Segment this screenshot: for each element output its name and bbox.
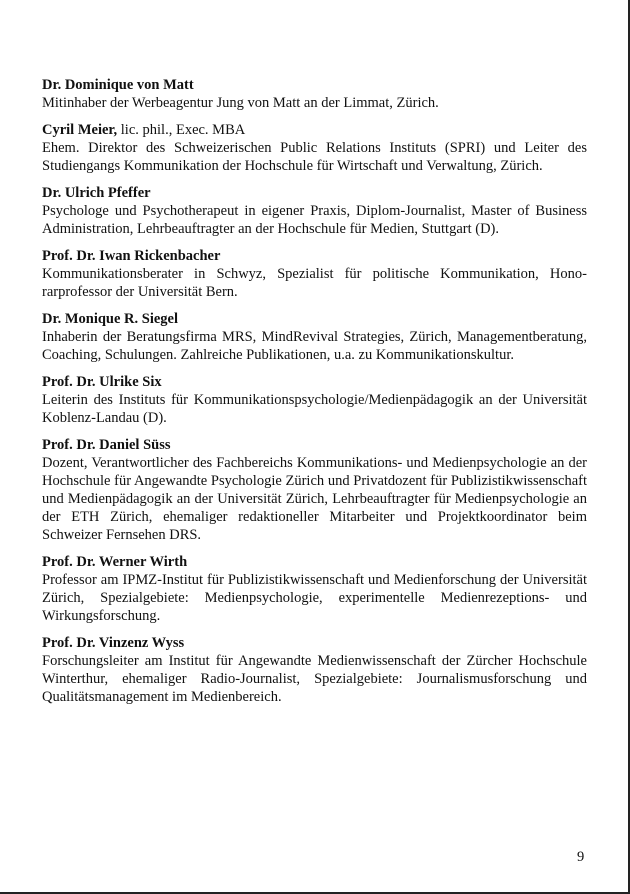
entry-description: Inhaberin der Beratungsfirma MRS, MindRevival Strategies, Zürich, Managementberatung, Coaching, Schulungen. Zahlreiche Publikationen, u.a. zu Kommunikationskultur.	[42, 329, 587, 363]
entry-description: Forschungsleiter am Institut für Angewandte Medienwissenschaft der Zürcher Hochschule Winterthur, ehemaliger Radio-Journalist, Spezialgebiete: Journalismusforschung und Qualitätsmanagement im Medienbereich.	[42, 653, 587, 705]
entry-name	[42, 184, 587, 202]
list-item	[42, 121, 587, 175]
entry-description: Ehem. Direktor des Schweizerischen Public Relations Instituts (SPRI) und Leiter des Studiengangs Kommunikation der Hochschule für Wirtschaft und Verwaltung, Zürich.	[42, 140, 587, 174]
entry-description: Professor am IPMZ-Institut für Publizistikwissenschaft und Medienforschung der Universität Zürich, Spezialgebiete: Medienpsychologie, experimentelle Medienrezeptions- und Wirkungsforschung.	[42, 572, 587, 624]
entry-name	[42, 373, 587, 391]
entry-name-suffix: lic. phil., Exec. MBA	[117, 122, 246, 138]
entry-name-text: Dr. Ulrich Pfeffer	[42, 185, 151, 201]
list-item	[42, 436, 587, 544]
entry-name	[42, 310, 587, 328]
list-item	[42, 310, 587, 364]
entry-name	[42, 121, 587, 139]
list-item	[42, 553, 587, 625]
entry-name-text: Dr. Dominique von Matt	[42, 77, 194, 93]
entry-name-text: Cyril Meier,	[42, 122, 118, 138]
entry-description: Dozent, Verantwortlicher des Fachbereichs Kommunikations- und Medienpsychologie an der Hochschule für Angewandte Psychologie Zürich und Privatdozent für Publizistikwissenschaft und Medienpädagogik an der Universität Zürich, Lehrbeauftragter für Medienpsychologie an der ETH Zürich, ehemaliger redaktioneller Mitarbeiter und Projektkoordinator beim Schweizer Fernsehen DRS.	[42, 455, 587, 543]
entry-name	[42, 76, 587, 94]
entry-name-text: Dr. Monique R. Siegel	[42, 311, 179, 327]
contributor-list	[42, 76, 587, 715]
entry-name-text: Prof. Dr. Ulrike Six	[42, 374, 162, 390]
page-number: 9	[577, 849, 585, 865]
entry-name	[42, 247, 587, 265]
list-item	[42, 184, 587, 238]
entry-name	[42, 436, 587, 454]
entry-name	[42, 553, 587, 571]
entry-description: Psychologe und Psychotherapeut in eigener Praxis, Diplom-Journalist, Master of Business Administration, Lehrbeauftragter an der Hochschule für Medien, Stuttgart (D).	[42, 203, 587, 237]
entry-name-text: Prof. Dr. Vinzenz Wyss	[42, 635, 185, 651]
entry-description: Leiterin des Instituts für Kommunikationspsychologie/Medienpädagogik an der Universität Koblenz-Landau (D).	[42, 392, 587, 426]
list-item	[42, 634, 587, 706]
list-item	[42, 247, 587, 301]
entry-description: Kommunikationsberater in Schwyz, Spezialist für politische Kommunikation, Honorarprofessor der Universität Bern.	[42, 266, 587, 300]
entry-description: Mitinhaber der Werbeagentur Jung von Matt an der Limmat, Zürich.	[42, 95, 439, 111]
list-item	[42, 373, 587, 427]
entry-name-text: Prof. Dr. Daniel Süss	[42, 437, 171, 453]
entry-name-text: Prof. Dr. Iwan Rickenbacher	[42, 248, 221, 264]
entry-name-text: Prof. Dr. Werner Wirth	[42, 554, 188, 570]
list-item	[42, 76, 587, 112]
entry-name	[42, 634, 587, 652]
